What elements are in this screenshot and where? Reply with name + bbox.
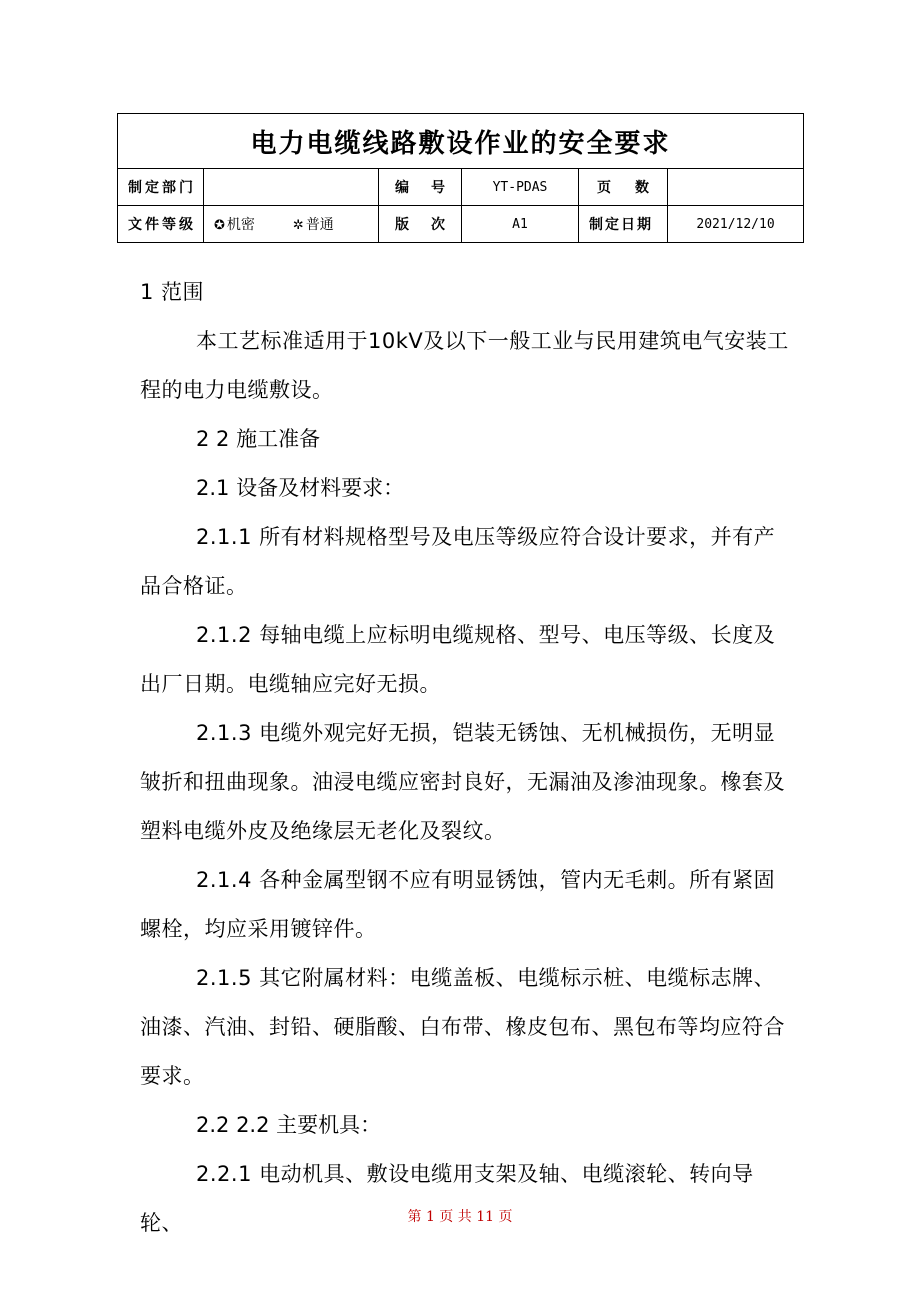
level-option-secret: ✪ 机密 [214,217,255,233]
document-title: 电力电缆线路敷设作业的安全要求 [118,114,804,169]
section-1-title: 1 范围 [140,280,205,304]
radio-normal-icon: ✲ [292,218,304,233]
section-2-1-3: 2.1.3 电缆外观完好无损，铠装无锈蚀、无机械损伤，无明显皱折和扭曲现象。油浸电缆应密封良好，无漏油及渗油现象。橡套及塑料电缆外皮及绝缘层无老化及裂纹。 [140,721,785,843]
section-2-1-2: 2.1.2 每轴电缆上应标明电缆规格、型号、电压等级、长度及出厂日期。电缆轴应完好无损。 [140,623,776,696]
level-label: 文件等级 [118,206,204,243]
section-2-1-5: 2.1.5 其它附属材料：电缆盖板、电缆标示桩、电缆标志牌、油漆、汽油、封铅、硬脂酸、白布带、橡皮包布、黑包布等均应符合要求。 [140,966,785,1088]
document-header-table [117,113,804,243]
section-2-1-1: 2.1.1 所有材料规格型号及电压等级应符合设计要求，并有产品合格证。 [140,525,776,598]
date-label: 制定日期 [579,206,668,243]
code-label: 编 号 [379,169,462,206]
dept-value [204,169,379,206]
section-2-1-title: 2.1 设备及材料要求： [196,476,405,500]
dept-label: 制定部门 [118,169,204,206]
section-2-2-title: 2.2 2.2 主要机具： [196,1113,382,1137]
version-label: 版 次 [379,206,462,243]
date-value: 2021/12/10 [668,206,804,243]
pages-label: 页 数 [579,169,668,206]
level-option-normal: ✲ 普通 [292,217,334,233]
code-value: YT-PDAS [462,169,579,206]
section-2-2-1: 2.2.1 电动机具、敷设电缆用支架及轴、电缆滚轮、转向导轮、 [140,1162,754,1235]
section-1-text: 本工艺标准适用于10kV及以下一般工业与民用建筑电气安装工程的电力电缆敷设。 [140,329,789,402]
level-options [204,206,379,243]
section-2-title: 2 2 施工准备 [196,427,321,451]
radio-secret-icon: ✪ [214,218,225,233]
pages-value [668,169,804,206]
version-value: A1 [462,206,579,243]
section-2-1-4: 2.1.4 各种金属型钢不应有明显锈蚀，管内无毛刺。所有紧固螺栓，均应采用镀锌件。 [140,868,776,941]
page-footer: 第 1 页 共 11 页 [407,1209,513,1225]
document-body [140,268,790,1248]
